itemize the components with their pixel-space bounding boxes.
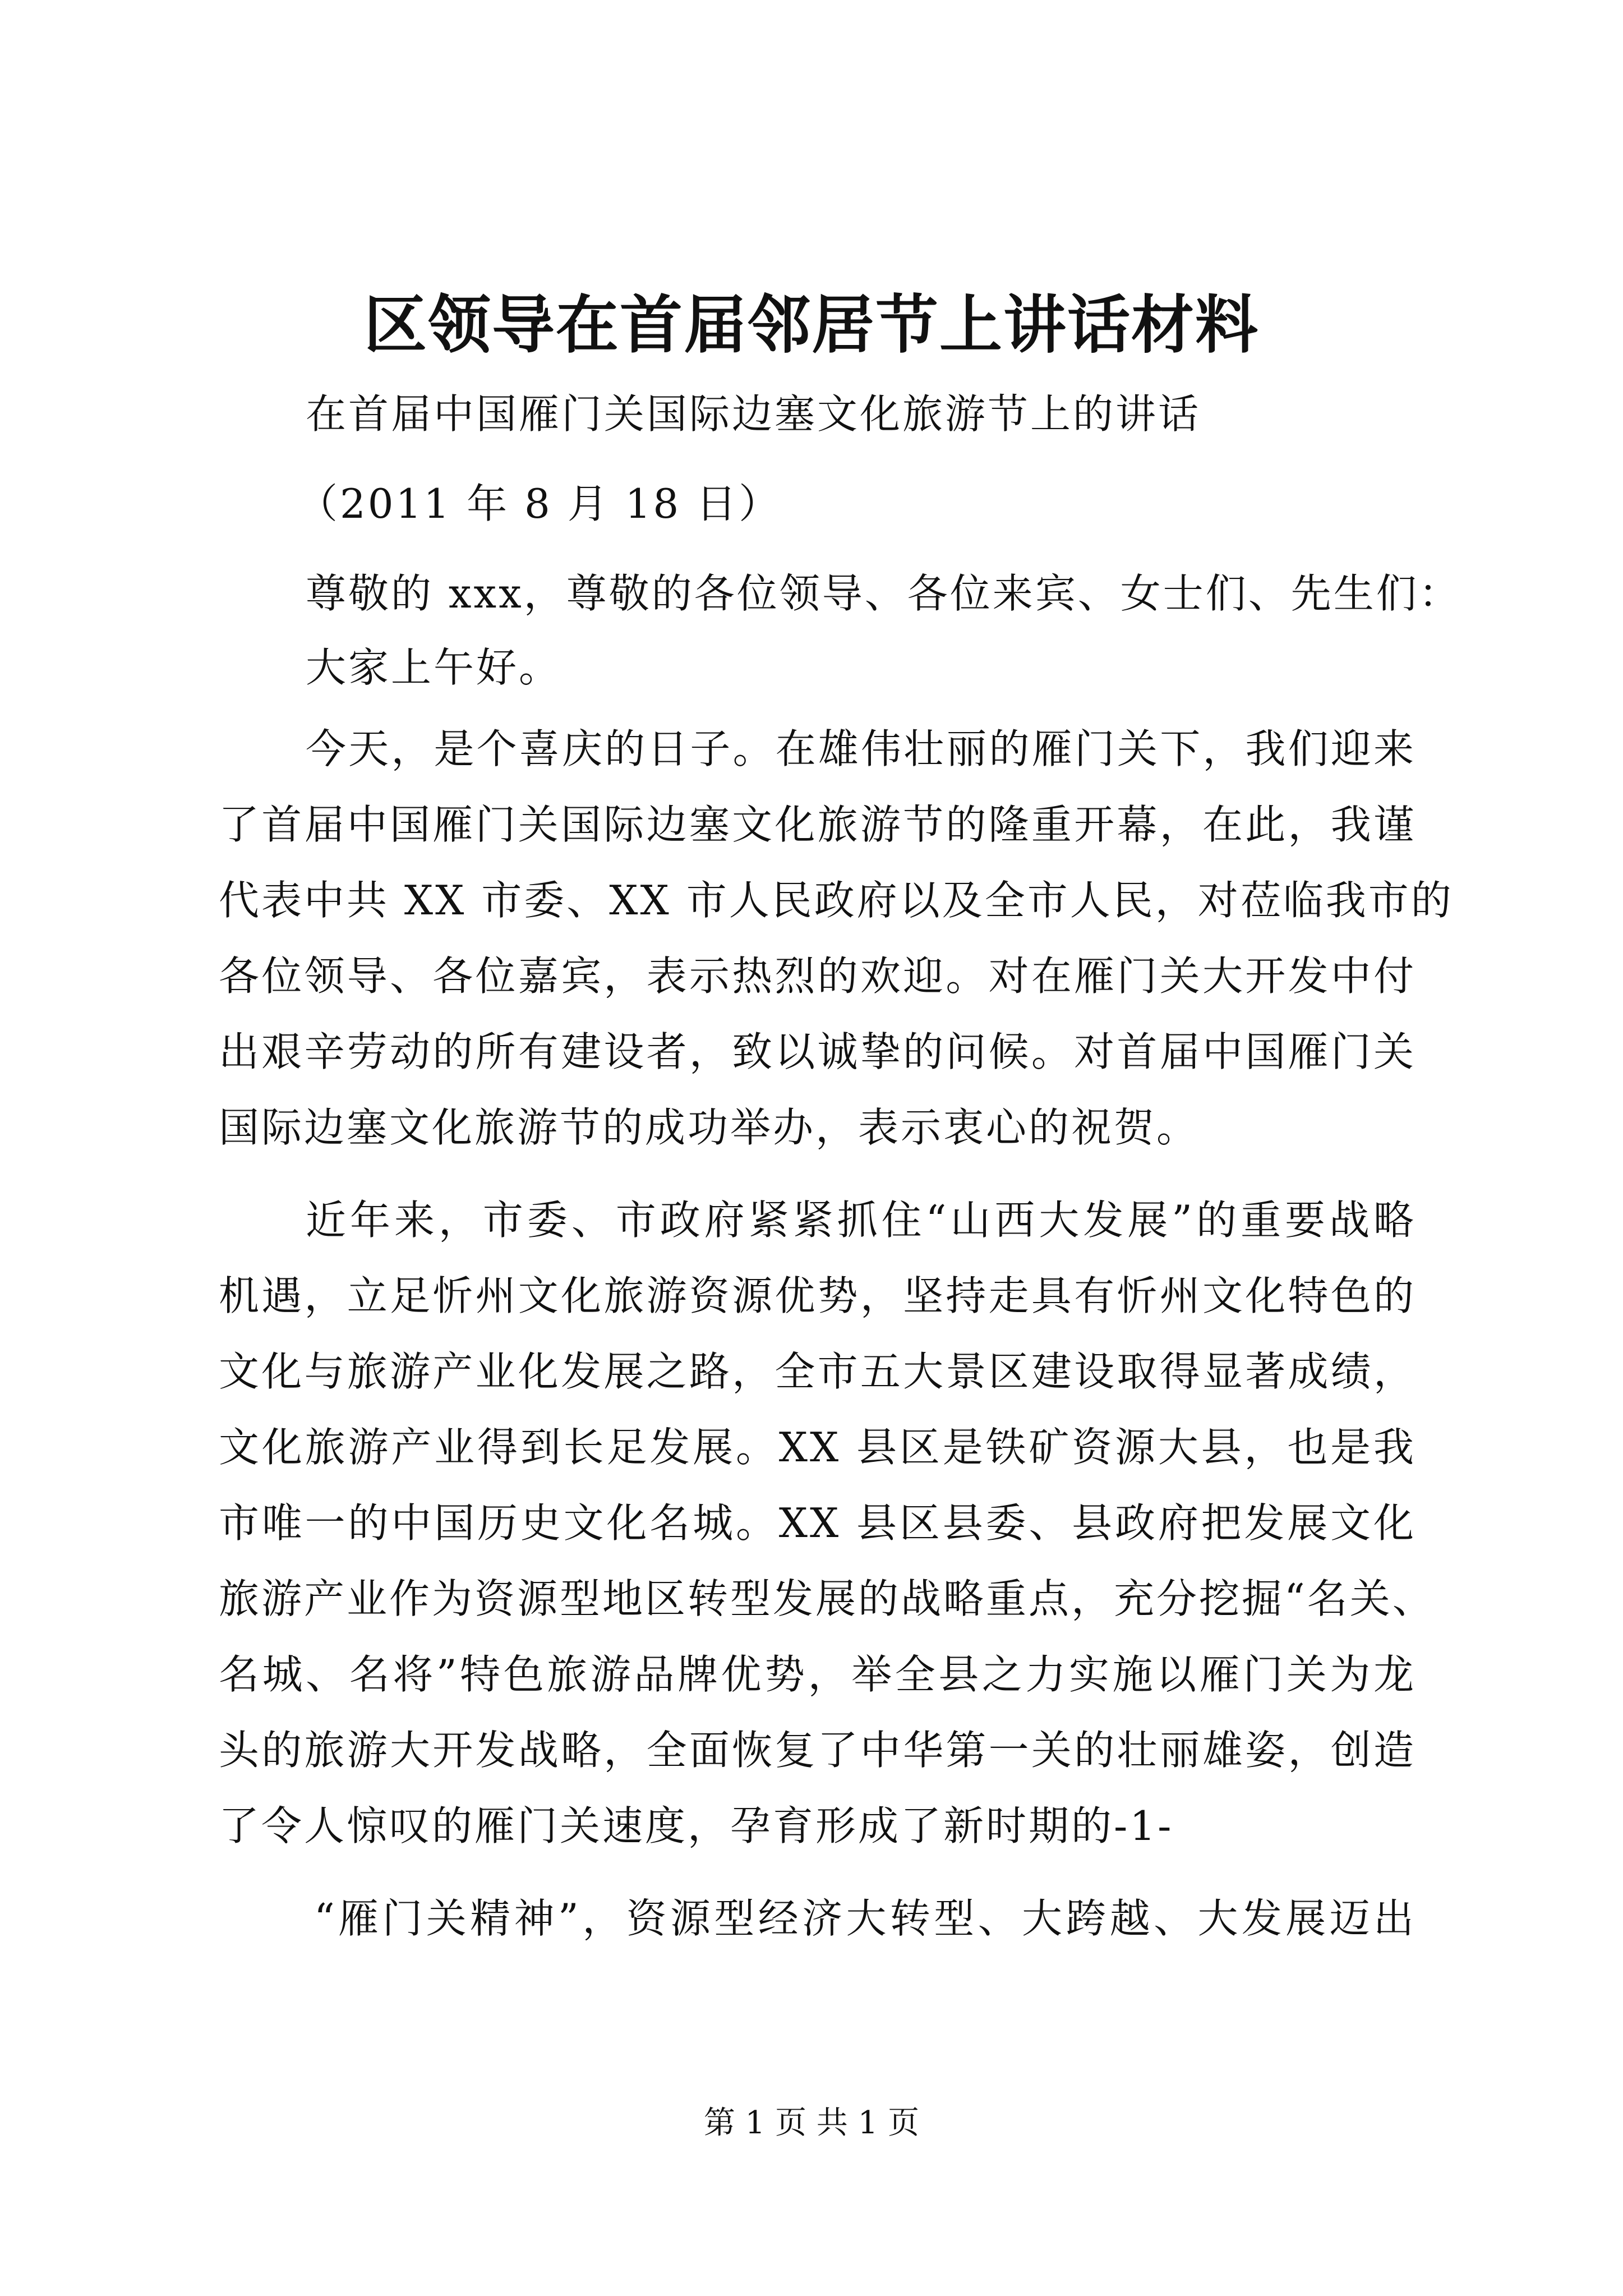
paragraph-line: 头的旅游大开发战略，全面恢复了中华第一关的壮丽雄姿，创造	[219, 1727, 1416, 1774]
speech-subtitle: 在首届中国雁门关国际边塞文化旅游节上的讲话	[306, 390, 1201, 438]
paragraph-line: 文化与旅游产业化发展之路，全市五大景区建设取得显著成绩，	[219, 1348, 1416, 1395]
paragraph-line: 近年来，市委、市政府紧紧抓住“山西大发展”的重要战略	[306, 1197, 1416, 1244]
paragraph-line: 机遇，立足忻州文化旅游资源优势，坚持走具有忻州文化特色的	[219, 1272, 1416, 1319]
page-number-footer: 第 1 页 共 1 页	[703, 2105, 920, 2141]
document-title: 区领导在首届邻居节上讲话材料	[364, 288, 1259, 362]
paragraph-line: “雁门关精神”，资源型经济大转型、大跨越、大发展迈出	[314, 1895, 1416, 1942]
paragraph-line: 各位领导、各位嘉宾，表示热烈的欢迎。对在雁门关大开发中付	[219, 953, 1416, 1000]
paragraph-line: 名城、名将”特色旅游品牌优势，举全县之力实施以雁门关为龙	[219, 1651, 1416, 1698]
paragraph-line: 国际边塞文化旅游节的成功举办，表示衷心的祝贺。	[219, 1104, 1200, 1151]
greeting: 大家上午好。	[306, 644, 562, 691]
paragraph-line: 今天，是个喜庆的日子。在雄伟壮丽的雁门关下，我们迎来	[306, 725, 1416, 772]
paragraph-line: 代表中共 XX 市委、XX 市人民政府以及全市人民，对莅临我市的	[219, 877, 1454, 924]
salutation: 尊敬的 xxx，尊敬的各位领导、各位来宾、女士们、先生们：	[306, 570, 1461, 617]
paragraph-line: 了令人惊叹的雁门关速度，孕育形成了新时期的-1-	[219, 1802, 1174, 1849]
speech-date: （2011 年 8 月 18 日）	[297, 480, 782, 527]
paragraph-line: 旅游产业作为资源型地区转型发展的战略重点，充分挖掘“名关、	[219, 1575, 1435, 1622]
paragraph-line: 了首届中国雁门关国际边塞文化旅游节的隆重开幕，在此，我谨	[219, 801, 1416, 848]
paragraph-line: 市唯一的中国历史文化名城。XX 县区县委、县政府把发展文化	[219, 1499, 1416, 1547]
paragraph-line: 文化旅游产业得到长足发展。XX 县区是铁矿资源大县，也是我	[219, 1424, 1416, 1471]
paragraph-line: 出艰辛劳动的所有建设者，致以诚挚的问候。对首届中国雁门关	[219, 1028, 1416, 1075]
